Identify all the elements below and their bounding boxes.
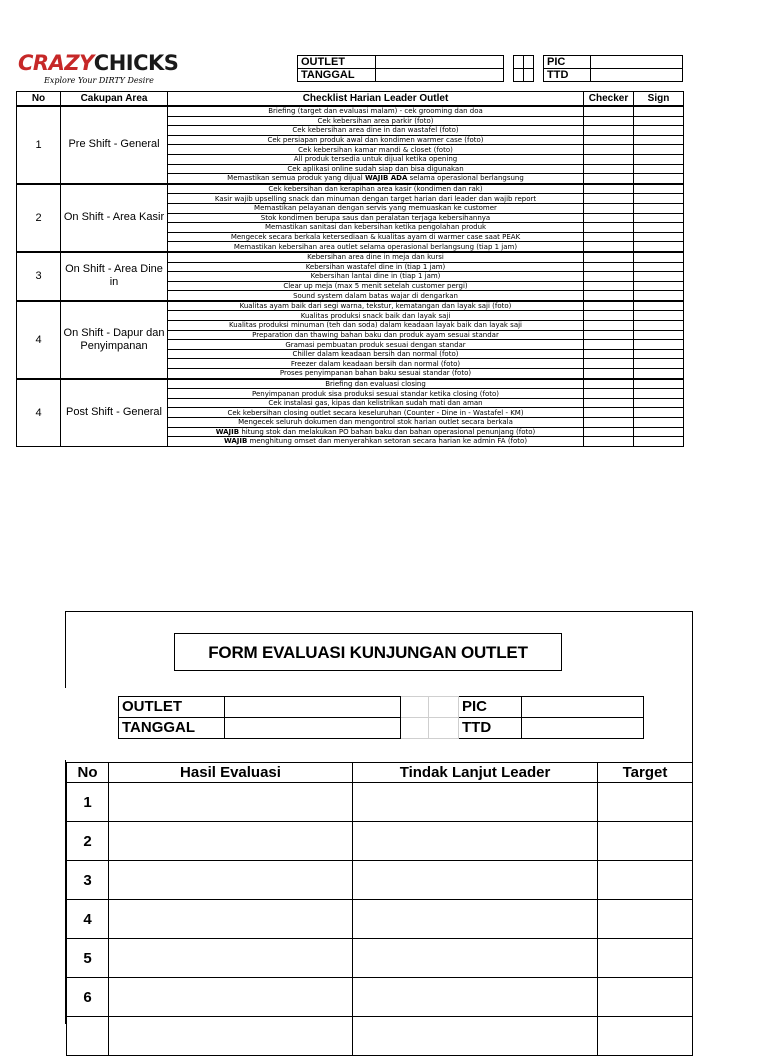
checker-cell[interactable] bbox=[584, 379, 634, 389]
eval-outlet-value[interactable] bbox=[225, 697, 401, 718]
checker-cell[interactable] bbox=[584, 194, 634, 204]
checklist-item: Cek persiapan produk awal dan kondimen warmer case (foto) bbox=[168, 135, 584, 145]
tindak-lanjut-cell[interactable] bbox=[353, 978, 598, 1017]
evaluation-row bbox=[67, 822, 693, 861]
sign-cell[interactable] bbox=[634, 340, 684, 350]
checker-cell[interactable] bbox=[584, 116, 634, 126]
group-area: Post Shift - General bbox=[61, 379, 168, 447]
checker-cell[interactable] bbox=[584, 340, 634, 350]
checklist-item: Kebersihan lantai dine in (tiap 1 jam) bbox=[168, 272, 584, 282]
target-cell[interactable] bbox=[598, 900, 693, 939]
checklist-row bbox=[17, 184, 684, 194]
logo-word-crazy: CRAZY bbox=[18, 51, 94, 75]
sign-cell[interactable] bbox=[634, 262, 684, 272]
eval-header-target: Target bbox=[598, 763, 693, 783]
outlet-info-table bbox=[297, 55, 683, 82]
brand-logo bbox=[18, 50, 179, 86]
group-area: On Shift - Area Dine in bbox=[61, 252, 168, 301]
hasil-evaluasi-cell[interactable] bbox=[109, 1017, 353, 1056]
checklist-item: Cek kebersihan area parkir (foto) bbox=[168, 116, 584, 126]
checker-cell[interactable] bbox=[584, 418, 634, 428]
evaluation-row-number: 1 bbox=[67, 783, 109, 822]
checklist-item: Memastikan sanitasi dan kebersihan ketika pengolahan produk bbox=[168, 223, 584, 233]
group-area: On Shift - Dapur dan Penyimpanan bbox=[61, 301, 168, 379]
group-area: On Shift - Area Kasir bbox=[61, 184, 168, 252]
logo-tagline: Explore Your DIRTY Desire bbox=[44, 76, 154, 85]
evaluation-row-number: 5 bbox=[67, 939, 109, 978]
target-cell[interactable] bbox=[598, 939, 693, 978]
sign-cell[interactable] bbox=[634, 379, 684, 389]
sign-cell[interactable] bbox=[634, 174, 684, 184]
tanggal-label: TANGGAL bbox=[298, 69, 376, 82]
checklist-item: Preparation dan thawing bahan baku dan produk ayam sesuai standar bbox=[168, 330, 584, 340]
eval-ttd-value[interactable] bbox=[522, 718, 644, 739]
checklist-item: Memastikan semua produk yang dijual WAJIB ADA selama operasional berlangsung bbox=[168, 174, 584, 184]
sign-cell[interactable] bbox=[634, 213, 684, 223]
checker-cell[interactable] bbox=[584, 135, 634, 145]
group-number: 2 bbox=[17, 184, 61, 252]
checker-cell[interactable] bbox=[584, 242, 634, 252]
ttd-label: TTD bbox=[544, 69, 591, 82]
sign-cell[interactable] bbox=[634, 321, 684, 331]
sign-cell[interactable] bbox=[634, 291, 684, 301]
eval-pic-label: PIC bbox=[459, 697, 522, 718]
sign-cell[interactable] bbox=[634, 252, 684, 262]
checker-cell[interactable] bbox=[584, 154, 634, 164]
eval-outlet-label: OUTLET bbox=[119, 697, 225, 718]
checker-cell[interactable] bbox=[584, 106, 634, 116]
checklist-row bbox=[17, 106, 684, 116]
evaluation-row-number: 2 bbox=[67, 822, 109, 861]
sign-cell[interactable] bbox=[634, 349, 684, 359]
logo-wordmark bbox=[18, 50, 179, 76]
sign-cell[interactable] bbox=[634, 330, 684, 340]
checker-cell[interactable] bbox=[584, 301, 634, 311]
checklist-item: Sound system dalam batas wajar di dengarkan bbox=[168, 291, 584, 301]
evaluation-row-number: 6 bbox=[67, 978, 109, 1017]
checker-cell[interactable] bbox=[584, 252, 634, 262]
checklist-item: Cek kebersihan kamar mandi & closet (foto) bbox=[168, 145, 584, 155]
tindak-lanjut-cell[interactable] bbox=[353, 1017, 598, 1056]
sign-cell[interactable] bbox=[634, 164, 684, 174]
form-title: FORM EVALUASI KUNJUNGAN OUTLET bbox=[174, 633, 562, 671]
pic-label: PIC bbox=[544, 56, 591, 69]
checklist-item: Kualitas ayam baik dari segi warna, tekstur, kematangan dan layak saji (foto) bbox=[168, 301, 584, 311]
evaluation-row bbox=[67, 1017, 693, 1056]
sign-cell[interactable] bbox=[634, 427, 684, 437]
sign-cell[interactable] bbox=[634, 145, 684, 155]
tindak-lanjut-cell[interactable] bbox=[353, 783, 598, 822]
checker-cell[interactable] bbox=[584, 311, 634, 321]
evaluation-row bbox=[67, 978, 693, 1017]
checker-cell[interactable] bbox=[584, 291, 634, 301]
sign-cell[interactable] bbox=[634, 398, 684, 408]
sign-cell[interactable] bbox=[634, 232, 684, 242]
group-number: 4 bbox=[17, 301, 61, 379]
checklist-item: Kebersihan area dine in meja dan kursi bbox=[168, 252, 584, 262]
header-sign: Sign bbox=[634, 92, 684, 107]
header-checklist-title: Checklist Harian Leader Outlet bbox=[168, 92, 584, 107]
sign-cell[interactable] bbox=[634, 126, 684, 136]
checker-cell[interactable] bbox=[584, 272, 634, 282]
checklist-item: Mengecek seluruh dokumen dan mengontrol stok harian outlet secara berkala bbox=[168, 418, 584, 428]
group-number: 4 bbox=[17, 379, 61, 447]
outlet-label: OUTLET bbox=[298, 56, 376, 69]
checker-cell[interactable] bbox=[584, 369, 634, 379]
sign-cell[interactable] bbox=[634, 418, 684, 428]
eval-header-hasil: Hasil Evaluasi bbox=[109, 763, 353, 783]
evaluation-row bbox=[67, 861, 693, 900]
checklist-item: Penyimpanan produk sisa produksi sesuai standar ketika closing (foto) bbox=[168, 389, 584, 399]
hasil-evaluasi-cell[interactable] bbox=[109, 822, 353, 861]
group-number: 3 bbox=[17, 252, 61, 301]
hasil-evaluasi-cell[interactable] bbox=[109, 939, 353, 978]
sign-cell[interactable] bbox=[634, 116, 684, 126]
tindak-lanjut-cell[interactable] bbox=[353, 939, 598, 978]
target-cell[interactable] bbox=[598, 861, 693, 900]
checklist-item: Kasir wajib upselling snack dan minuman dengan target harian dari leader dan wajib report bbox=[168, 194, 584, 204]
evaluation-row bbox=[67, 939, 693, 978]
evaluation-table bbox=[66, 762, 693, 1056]
checklist-item: Freezer dalam keadaan bersih dan normal (foto) bbox=[168, 359, 584, 369]
sign-cell[interactable] bbox=[634, 203, 684, 213]
eval-pic-value[interactable] bbox=[522, 697, 644, 718]
hasil-evaluasi-cell[interactable] bbox=[109, 783, 353, 822]
sign-cell[interactable] bbox=[634, 281, 684, 291]
checklist-item: Cek kebersihan dan kerapihan area kasir (kondimen dan rak) bbox=[168, 184, 584, 194]
checklist-item: Memastikan kebersihan area outlet selama operasional berlangsung (tiap 1 jam) bbox=[168, 242, 584, 252]
checker-cell[interactable] bbox=[584, 213, 634, 223]
checker-cell[interactable] bbox=[584, 223, 634, 233]
checklist-item: Memastikan pelayanan dengan servis yang memuaskan ke customer bbox=[168, 203, 584, 213]
evaluation-form bbox=[65, 611, 693, 1024]
header-area: Cakupan Area bbox=[61, 92, 168, 107]
checklist-item: Clear up meja (max 5 menit setelah customer pergi) bbox=[168, 281, 584, 291]
sign-cell[interactable] bbox=[634, 369, 684, 379]
sign-cell[interactable] bbox=[634, 389, 684, 399]
sign-cell[interactable] bbox=[634, 359, 684, 369]
sign-cell[interactable] bbox=[634, 194, 684, 204]
checker-cell[interactable] bbox=[584, 359, 634, 369]
eval-tanggal-label: TANGGAL bbox=[119, 718, 225, 739]
tanggal-value[interactable] bbox=[376, 69, 504, 82]
checklist-item: Cek aplikasi online sudah siap dan bisa digunakan bbox=[168, 164, 584, 174]
checklist-item: Kualitas produksi minuman (teh dan soda) dalam keadaan layak baik dan layak saji bbox=[168, 321, 584, 331]
emphasis-text: WAJIB bbox=[215, 427, 240, 436]
checker-cell[interactable] bbox=[584, 184, 634, 194]
evaluation-row-number: 4 bbox=[67, 900, 109, 939]
pic-value[interactable] bbox=[591, 56, 683, 69]
checklist-item: Cek kebersihan closing outlet secara keseluruhan (Counter - Dine in - Wastafel - KM) bbox=[168, 408, 584, 418]
outlet-value[interactable] bbox=[376, 56, 504, 69]
evaluation-row bbox=[67, 783, 693, 822]
emphasis-text: WAJIB ADA bbox=[364, 174, 408, 183]
checklist-item: Stok kondimen berupa saus dan peralatan terjaga kebersihannya bbox=[168, 213, 584, 223]
tindak-lanjut-cell[interactable] bbox=[353, 822, 598, 861]
target-cell[interactable] bbox=[598, 822, 693, 861]
sign-cell[interactable] bbox=[634, 184, 684, 194]
sign-cell[interactable] bbox=[634, 135, 684, 145]
eval-info-table bbox=[118, 696, 644, 739]
checklist-item: WAJIB hitung stok dan melakukan PO bahan baku dan bahan operasional penunjang (foto) bbox=[168, 427, 584, 437]
sign-cell[interactable] bbox=[634, 272, 684, 282]
evaluation-row-number: 3 bbox=[67, 861, 109, 900]
checker-cell[interactable] bbox=[584, 427, 634, 437]
sign-cell[interactable] bbox=[634, 437, 684, 447]
evaluation-row-number bbox=[67, 1017, 109, 1056]
group-number: 1 bbox=[17, 106, 61, 184]
hasil-evaluasi-cell[interactable] bbox=[109, 978, 353, 1017]
checker-cell[interactable] bbox=[584, 349, 634, 359]
eval-ttd-label: TTD bbox=[459, 718, 522, 739]
logo-word-chicks: CHICKS bbox=[93, 51, 179, 75]
emphasis-text: WAJIB bbox=[223, 437, 248, 446]
checklist-item: WAJIB menghitung omset dan menyerahkan setoran secara harian ke admin FA (foto) bbox=[168, 437, 584, 447]
checker-cell[interactable] bbox=[584, 164, 634, 174]
checklist-body bbox=[17, 106, 684, 446]
sign-cell[interactable] bbox=[634, 154, 684, 164]
sign-cell[interactable] bbox=[634, 106, 684, 116]
checker-cell[interactable] bbox=[584, 174, 634, 184]
eval-header-no: No bbox=[67, 763, 109, 783]
checklist-item: Kebersihan wastafel dine in (tiap 1 jam) bbox=[168, 262, 584, 272]
header-no: No bbox=[17, 92, 61, 107]
checker-cell[interactable] bbox=[584, 330, 634, 340]
checklist-row bbox=[17, 301, 684, 311]
tindak-lanjut-cell[interactable] bbox=[353, 861, 598, 900]
eval-tanggal-value[interactable] bbox=[225, 718, 401, 739]
checker-cell[interactable] bbox=[584, 262, 634, 272]
group-area: Pre Shift - General bbox=[61, 106, 168, 184]
checker-cell[interactable] bbox=[584, 145, 634, 155]
evaluation-body bbox=[67, 783, 693, 1056]
checklist-row bbox=[17, 252, 684, 262]
checklist-item: All produk tersedia untuk dijual ketika opening bbox=[168, 154, 584, 164]
checklist-row bbox=[17, 379, 684, 389]
checklist-table bbox=[16, 91, 684, 447]
header-checker: Checker bbox=[584, 92, 634, 107]
checker-cell[interactable] bbox=[584, 126, 634, 136]
ttd-value[interactable] bbox=[591, 69, 683, 82]
checklist-item: Kualitas produksi snack baik dan layak saji bbox=[168, 311, 584, 321]
checklist-item: Mengecek secara berkala ketersediaan & kualitas ayam di warmer case saat PEAK bbox=[168, 232, 584, 242]
checklist-item: Gramasi pembuatan produk sesuai dengan standar bbox=[168, 340, 584, 350]
checklist-item: Proses penyimpanan bahan baku sesuai standar (foto) bbox=[168, 369, 584, 379]
eval-header-tindak: Tindak Lanjut Leader bbox=[353, 763, 598, 783]
checker-cell[interactable] bbox=[584, 408, 634, 418]
sign-cell[interactable] bbox=[634, 301, 684, 311]
checker-cell[interactable] bbox=[584, 203, 634, 213]
checklist-item: Chiller dalam keadaan bersih dan normal (foto) bbox=[168, 349, 584, 359]
checklist-item: Cek kebersihan area dine in dan wastafel (foto) bbox=[168, 126, 584, 136]
checker-cell[interactable] bbox=[584, 232, 634, 242]
checklist-item: Cek instalasi gas, kipas dan kelistrikan sudah mati dan aman bbox=[168, 398, 584, 408]
checker-cell[interactable] bbox=[584, 437, 634, 447]
evaluation-row bbox=[67, 900, 693, 939]
tindak-lanjut-cell[interactable] bbox=[353, 900, 598, 939]
sign-cell[interactable] bbox=[634, 311, 684, 321]
target-cell[interactable] bbox=[598, 978, 693, 1017]
checklist-item: Briefing (target dan evaluasi malam) - cek grooming dan doa bbox=[168, 106, 584, 116]
sign-cell[interactable] bbox=[634, 242, 684, 252]
checker-cell[interactable] bbox=[584, 389, 634, 399]
sign-cell[interactable] bbox=[634, 408, 684, 418]
sign-cell[interactable] bbox=[634, 223, 684, 233]
target-cell[interactable] bbox=[598, 1017, 693, 1056]
hasil-evaluasi-cell[interactable] bbox=[109, 900, 353, 939]
checker-cell[interactable] bbox=[584, 281, 634, 291]
target-cell[interactable] bbox=[598, 783, 693, 822]
checker-cell[interactable] bbox=[584, 321, 634, 331]
hasil-evaluasi-cell[interactable] bbox=[109, 861, 353, 900]
checker-cell[interactable] bbox=[584, 398, 634, 408]
checklist-item: Briefing dan evaluasi closing bbox=[168, 379, 584, 389]
